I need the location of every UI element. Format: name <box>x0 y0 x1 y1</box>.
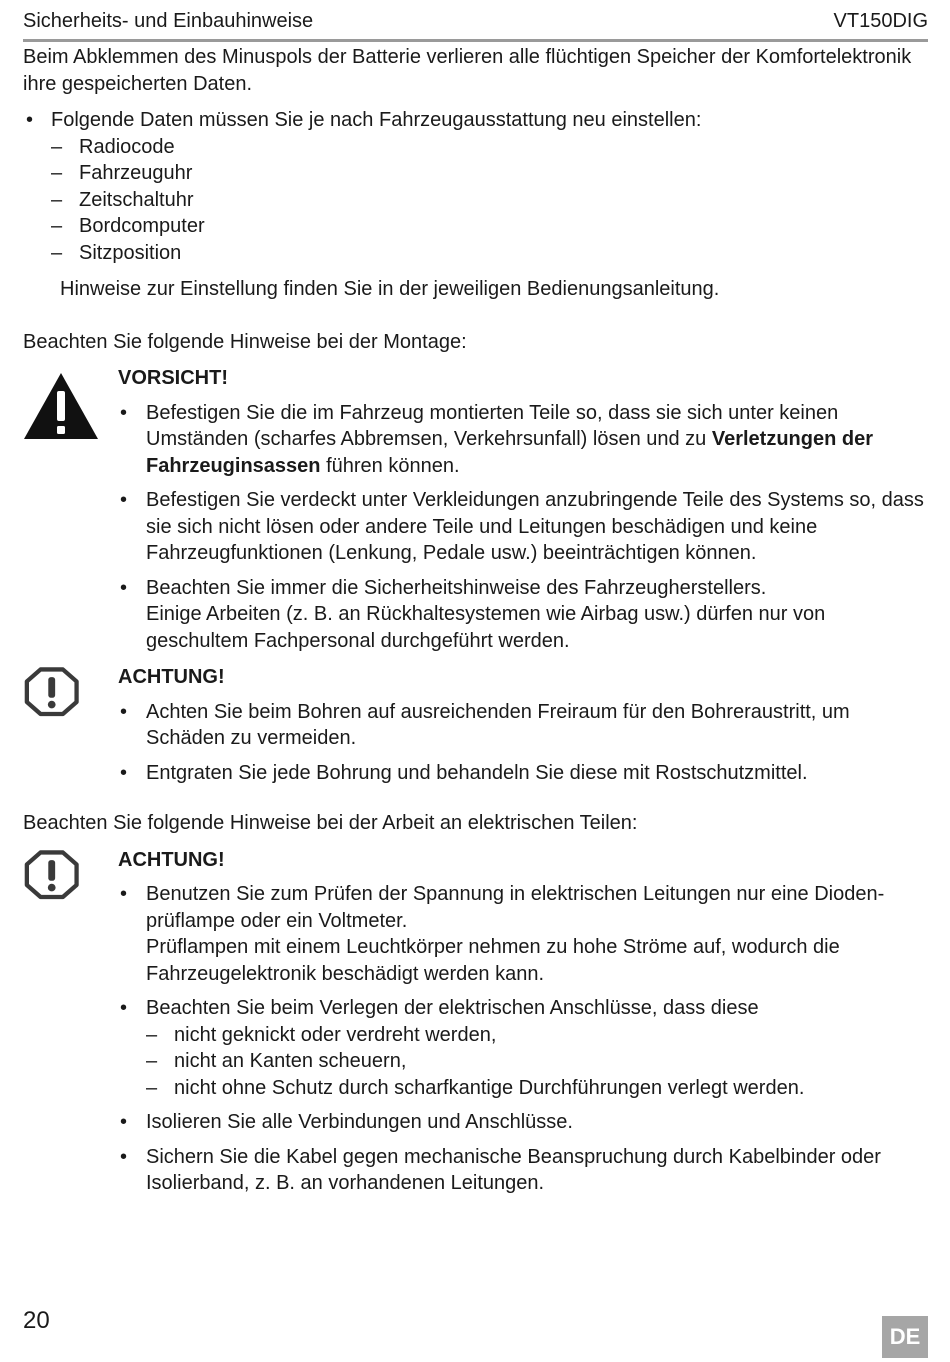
bullet-marker: • <box>26 109 34 131</box>
caution-item-emphasis: Verletzungen der Fahrzeuginsassen <box>146 428 874 477</box>
attention-item <box>118 1109 928 1136</box>
caution-notice <box>23 365 928 654</box>
caution-item-text: Einige Arbeiten (z. B. an Rückhaltesystemen wie Airbag usw.) dürfen nur von geschultem Fachpersonal durchgeführt werden. <box>146 603 826 652</box>
list-item <box>51 240 928 267</box>
list-item-text: Zeitschaltuhr <box>79 188 194 211</box>
list-item <box>146 1022 928 1049</box>
caution-item-text-end: führen können. <box>320 454 460 477</box>
attention-item-text: Prüflampen mit einem Leuchtkörper nehmen zu hohe Ströme auf, wodurch die Fahrzeugelektronik beschädigt werden kann. <box>146 936 840 985</box>
list-item-text: nicht geknickt oder verdreht werden, <box>174 1023 497 1046</box>
attention-item-text: Entgraten Sie jede Bohrung und behandeln Sie diese mit Rostschutzmittel. <box>146 761 808 784</box>
page-number: 20 <box>23 1307 50 1334</box>
list-item <box>51 160 928 187</box>
warning-triangle-icon <box>23 371 99 441</box>
assembly-lead: Beachten Sie folgende Hinweise bei der Montage: <box>23 330 467 353</box>
routing-conditions-list <box>146 1022 928 1102</box>
attention-octagon-icon <box>23 666 89 726</box>
list-item <box>51 187 928 214</box>
caution-item <box>118 575 928 655</box>
dash-marker: – <box>51 135 63 158</box>
model-name: VT150DIG <box>833 9 928 32</box>
page-content <box>23 44 928 1207</box>
dash-marker: – <box>146 1050 158 1072</box>
bullet-marker: • <box>120 576 128 599</box>
attention-item-text: Beachten Sie beim Verlegen der elektrischen Anschlüsse, dass diese <box>146 997 759 1019</box>
list-item-text: Radiocode <box>79 135 175 158</box>
attention-item <box>118 699 928 752</box>
dash-marker: – <box>51 188 63 211</box>
list-item <box>51 213 928 240</box>
attention-octagon-icon <box>23 849 89 909</box>
intro-paragraph: Beim Abklemmen des Minuspols der Batterie verlieren alle flüchtigen Speicher der Komfortelektronik ihre gespeicherten Daten. <box>23 46 912 95</box>
attention-item <box>118 995 928 1101</box>
attention-item-text: Achten Sie beim Bohren auf ausreichenden Freiraum für den Bohreraustritt, um Schäden zu vermeiden. <box>146 700 850 749</box>
manual-page <box>23 0 928 1362</box>
attention-notice-electrical <box>23 847 928 1197</box>
dash-marker: – <box>51 241 63 264</box>
attention-title: ACHTUNG! <box>118 848 225 871</box>
electrical-lead: Beachten Sie folgende Hinweise bei der Arbeit an elektrischen Teilen: <box>23 812 638 834</box>
attention-item-text: Isolieren Sie alle Verbindungen und Anschlüsse. <box>146 1111 573 1133</box>
list-item-text: nicht ohne Schutz durch scharfkantige Durchführungen verlegt werden. <box>174 1076 805 1099</box>
section-title: Sicherheits- und Einbauhinweise <box>23 9 314 32</box>
language-badge: DE <box>882 1316 928 1358</box>
attention-item-text: Sichern Sie die Kabel gegen mechanische Beanspruchung durch Kabelbinder oder Isolierband, z. B. an vorhandenen Leitungen. <box>146 1145 881 1194</box>
dash-marker: – <box>146 1023 158 1046</box>
caution-title: VORSICHT! <box>118 367 228 389</box>
bullet-marker: • <box>120 700 128 723</box>
dash-marker: – <box>51 162 63 184</box>
caution-item <box>118 400 928 480</box>
attention-item <box>118 1144 928 1197</box>
dash-marker: – <box>146 1076 158 1099</box>
list-item-text: nicht an Kanten scheuern, <box>174 1050 407 1072</box>
data-reset-lead: Folgende Daten müssen Sie je nach Fahrzeugausstattung neu einstellen: <box>51 109 702 131</box>
list-item-text: Bordcomputer <box>79 215 205 237</box>
list-item <box>146 1048 928 1075</box>
page-header <box>23 8 928 34</box>
header-divider <box>23 39 928 42</box>
list-item-text: Sitzposition <box>79 241 182 264</box>
bullet-marker: • <box>120 1145 128 1168</box>
dash-marker: – <box>51 215 63 237</box>
bullet-marker: • <box>120 401 128 424</box>
settings-hint: Hinweise zur Einstellung finden Sie in der jeweiligen Bedienungsanleitung. <box>60 278 720 300</box>
caution-item-text: Beachten Sie immer die Sicherheitshinweise des Fahrzeugherstellers. <box>146 576 767 599</box>
list-item <box>146 1075 928 1102</box>
bullet-marker: • <box>120 761 128 784</box>
data-reset-list <box>51 134 928 267</box>
attention-title: ACHTUNG! <box>118 666 225 688</box>
bullet-marker: • <box>120 489 128 511</box>
attention-item-text: Benutzen Sie zum Prüfen der Spannung in elektrischen Leitungen nur eine Diodenprüflampe oder ein Voltmeter. <box>146 883 885 932</box>
list-item-text: Fahrzeuguhr <box>79 162 193 184</box>
attention-notice-assembly <box>23 664 928 786</box>
bullet-marker: • <box>120 997 128 1019</box>
bullet-marker: • <box>120 1111 128 1133</box>
attention-item <box>118 760 928 787</box>
caution-item <box>118 487 928 567</box>
caution-item-text: Befestigen Sie die im Fahrzeug montierten Teile so, dass sie sich unter keinen Umständen (scharfes Abbremsen, Verkehrsunfall) lösen und zu <box>146 401 839 450</box>
caution-item-text: Befestigen Sie verdeckt unter Verkleidungen anzubringende Teile des Systems so, dass sie sich nicht lösen oder andere Teile und Leitungen beschädigen und keine Fahrzeugfunktionen (Lenkung, Pedale usw.) beeinträchtigen können. <box>146 489 924 564</box>
bullet-marker: • <box>120 883 128 905</box>
list-item <box>51 134 928 161</box>
data-reset-block <box>23 107 928 266</box>
attention-item <box>118 881 928 987</box>
